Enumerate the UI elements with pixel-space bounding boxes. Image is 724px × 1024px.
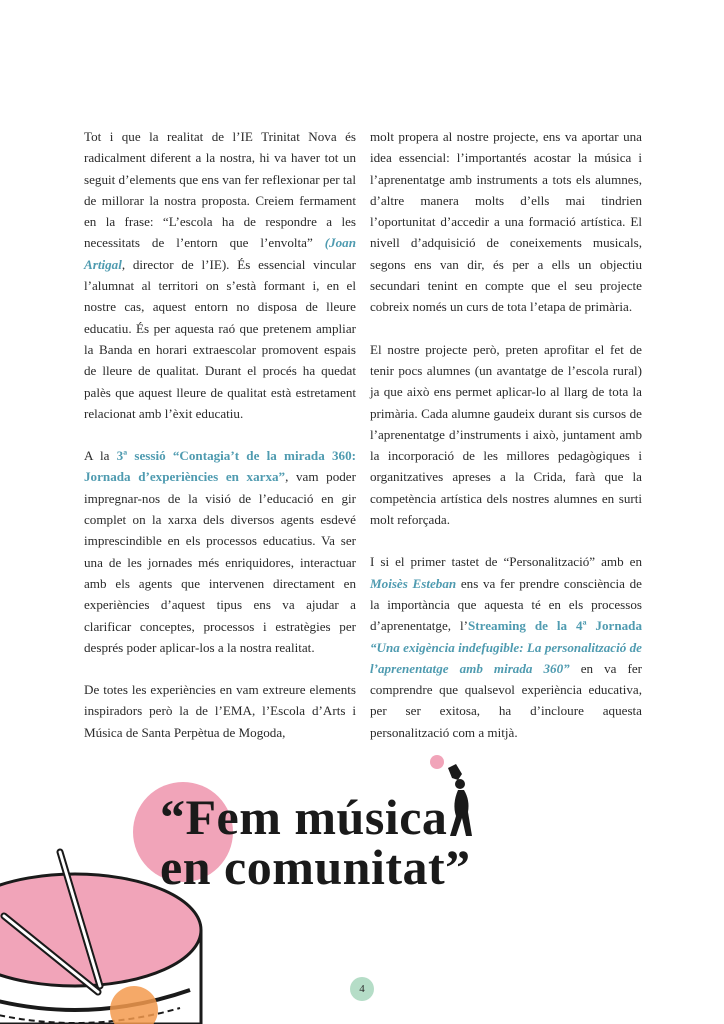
- streaming-highlight: Streaming de la 4ª Jornada: [468, 618, 642, 634]
- right-column: [370, 126, 642, 764]
- page-number-badge: [350, 977, 374, 1001]
- right-paragraph-2: El nostre projecte però, preten aprofitar el fet de tenir pocs alumnes (un avantatge de l’escola rural) ja que això ens permet aplicar-lo al llarg de tota la primària. Cada alumne gaudeix durant sis cursos de l’aprenentatge d’instruments i això, juntament amb la incorporació de les millores pedagògiques i organitzatives apreses a la Crida, farà que la competència artística dels nostres alumnes en surti molt reforçada.: [370, 341, 642, 528]
- right-p3-intro: I si el primer tastet de “Personalització” amb en: [370, 554, 642, 570]
- jornada-title: “Una exigència indefugible: La personalització de l’aprenentatge amb mirada 360”: [370, 639, 642, 676]
- left-p1-rest: , director de l’IE). És essencial vincular l’alumnat al territori on s’està formant i, en el nostre cas, aquest entorn no disposa de lleure educatiu. És per aquesta raó que pretenem ampliar la Banda en horari extraescolar promovent espais de lleure de qualitat. Durant el procés ha quedat palès que aquest lleure de qualitat està estretament relacionat amb l’èxit educatiu.: [84, 256, 356, 421]
- right-paragraph-3: [370, 551, 642, 743]
- person-name-esteban: Moisès Esteban: [370, 575, 457, 591]
- left-p2-rest: , vam poder impregnar-nos de la visió de l’educació en gir complet on la xarxa dels diversos agents esdevé imprescindible en els processos educatius. Va ser una de les jornades més enriquidores, interactuar amb els agents que intervenen directament en experiències d’aquest tipus ens va ajudar a clarificar conceptes, processos i estratègies per després poder aplicar-los a la nostra realitat.: [84, 469, 356, 655]
- left-column: [84, 126, 356, 764]
- page-number: 4: [359, 983, 365, 995]
- session-highlight: 3ª sessió “Contagia’t de la mirada 360: Jornada d’experiències en xarxa”: [84, 448, 356, 485]
- left-paragraph-2: [84, 445, 356, 658]
- left-paragraph-3: De totes les experiències en vam extreure elements inspiradors però la de l’EMA, l’Escola d’Arts i Música de Santa Perpètua de Mogoda,: [84, 682, 356, 740]
- left-paragraph-1: [84, 126, 356, 424]
- right-p3-rest: en va fer comprendre que qualsevol experiència educativa, per ser exitosa, ha d’incloure aquesta personalització com a mitjà.: [370, 660, 642, 740]
- left-p1-text: Tot i que la realitat de l’IE Trinitat Nova és radicalment diferent a la nostra, hi va haver tot un seguit d’elements que ens van fer reflexionar per tal de millorar la nostra proposta. Creiem fermament en la frase: “L’escola ha de respondre a les necessitats de l’entorn que l’envolta”: [84, 129, 356, 251]
- pull-quote-line-1: “Fem música: [160, 789, 448, 845]
- right-p3-mid: ens va fer prendre consciència de la importància que aquesta té en els processos d’aprenentatge, l’: [370, 575, 642, 634]
- person-name-artigal: (Joan Artigal: [84, 235, 356, 272]
- left-p2-intro: A la: [84, 448, 117, 464]
- right-paragraph-1: molt propera al nostre projecte, ens va aportar una idea essencial: l’importantés acostar la música i l’aprenentatge amb instruments a tots els alumnes, d’altre manera molts d’ells mai tindrien l’oportunitat d’accedir a una formació artística. El nivell d’adquisició de coneixements musicals, segons ens van dir, és per a ells un objectiu secundari tenint en compte que el seu projecte cobreix només un curs de tota l’etapa de primària.: [370, 129, 642, 315]
- pull-quote-line-2: en comunitat”: [160, 839, 471, 895]
